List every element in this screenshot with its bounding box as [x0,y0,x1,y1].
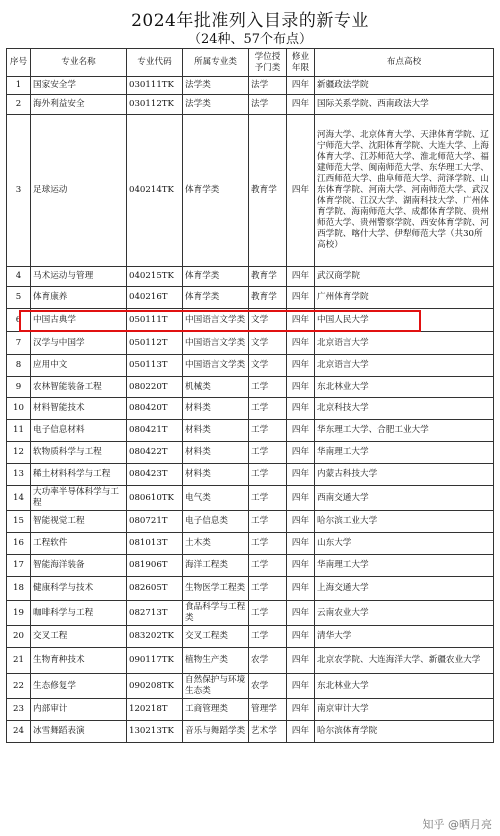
row-major-code: 083202TK [127,626,183,648]
row-universities: 山东大学 [315,533,494,555]
row-major-code: 090117TK [127,648,183,674]
row-duration: 四年 [287,115,315,267]
row-major-code: 080423T [127,464,183,486]
row-index: 9 [7,377,31,398]
row-duration: 四年 [287,355,315,377]
page-title: 2024年批准列入目录的新专业 [131,11,369,31]
row-major-name: 内部审计 [31,699,127,721]
row-category: 法学类 [183,95,249,115]
row-index: 17 [7,555,31,577]
row-category: 中国语言文学类 [183,332,249,355]
row-category: 材料类 [183,420,249,442]
row-duration: 四年 [287,533,315,555]
row-universities: 新疆政法学院 [315,77,494,95]
row-duration: 四年 [287,287,315,309]
row-index: 3 [7,115,31,267]
row-universities: 华南理工大学 [315,442,494,464]
row-degree: 教育学 [249,115,287,267]
row-degree: 工学 [249,511,287,533]
row-category: 体育学类 [183,287,249,309]
row-category: 中国语言文学类 [183,355,249,377]
row-universities: 南京审计大学 [315,699,494,721]
row-major-code: 030111TK [127,77,183,95]
row-universities: 河海大学、北京体育大学、天津体育学院、辽宁师范大学、沈阳体育学院、大连大学、上海体育大学、江苏师范大学、淮北师范大学、福建师范大学、闽南师范大学、东华理工大学、江西师范大学、曲阜师范大学、菏泽学院、山东体育学院、河南大学、河南师范大学、武汉体育学院、江汉大学、湖南科技大学、广州体育学院、海南师范大学、成都体育学院、贵州师范大学、贵州警察学院、西安体育学院、河西学院、喀什大学、伊犁师范大学（共30所高校） [315,115,494,267]
row-major-name: 智能海洋装备 [31,555,127,577]
row-category: 音乐与舞蹈学类 [183,721,249,743]
row-duration: 四年 [287,77,315,95]
row-category: 食品科学与工程类 [183,601,249,626]
row-category: 中国语言文学类 [183,309,249,332]
row-category: 交叉工程类 [183,626,249,648]
row-universities: 华东理工大学、合肥工业大学 [315,420,494,442]
row-universities: 北京农学院、大连海洋大学、新疆农业大学 [315,648,494,674]
row-category: 材料类 [183,464,249,486]
table-row [7,555,494,577]
row-duration: 四年 [287,267,315,287]
row-category: 材料类 [183,398,249,420]
row-degree: 工学 [249,555,287,577]
row-index: 18 [7,577,31,601]
row-category: 土木类 [183,533,249,555]
row-major-code: 080420T [127,398,183,420]
row-universities: 北京语言大学 [315,355,494,377]
table-row [7,332,494,355]
row-duration: 四年 [287,601,315,626]
row-major-name: 足球运动 [31,115,127,267]
row-universities: 西南交通大学 [315,486,494,511]
row-index: 19 [7,601,31,626]
row-degree: 法学 [249,77,287,95]
row-category: 材料类 [183,442,249,464]
row-universities: 上海交通大学 [315,577,494,601]
row-major-code: 130213TK [127,721,183,743]
row-major-code: 090208TK [127,674,183,699]
row-index: 15 [7,511,31,533]
table-row [7,95,494,115]
row-major-name: 生物育种技术 [31,648,127,674]
row-universities: 东北林业大学 [315,377,494,398]
row-degree: 管理学 [249,699,287,721]
row-category: 法学类 [183,77,249,95]
row-major-name: 体育康养 [31,287,127,309]
row-category: 体育学类 [183,267,249,287]
table-row [7,601,494,626]
row-index: 8 [7,355,31,377]
row-duration: 四年 [287,464,315,486]
table-row [7,267,494,287]
table-row [7,115,494,267]
row-duration: 四年 [287,332,315,355]
row-index: 22 [7,674,31,699]
row-duration: 四年 [287,95,315,115]
row-major-code: 040214TK [127,115,183,267]
row-index: 21 [7,648,31,674]
table-row [7,420,494,442]
row-duration: 四年 [287,577,315,601]
row-degree: 文学 [249,332,287,355]
row-degree: 文学 [249,355,287,377]
table-header-row [7,49,494,77]
table-row [7,287,494,309]
table-row [7,398,494,420]
header-major-name: 专业名称 [31,49,127,77]
row-category: 电子信息类 [183,511,249,533]
row-major-code: 080421T [127,420,183,442]
row-category: 生物医学工程类 [183,577,249,601]
row-index: 12 [7,442,31,464]
row-degree: 农学 [249,674,287,699]
row-duration: 四年 [287,398,315,420]
row-duration: 四年 [287,674,315,699]
table-row [7,626,494,648]
row-major-name: 智能视觉工程 [31,511,127,533]
row-major-name: 咖啡科学与工程 [31,601,127,626]
row-degree: 工学 [249,533,287,555]
row-major-code: 040215TK [127,267,183,287]
row-universities: 华南理工大学 [315,555,494,577]
table-row [7,442,494,464]
row-duration: 四年 [287,699,315,721]
row-major-code: 081013T [127,533,183,555]
row-major-name: 冰雪舞蹈表演 [31,721,127,743]
row-universities: 中国人民大学 [315,309,494,332]
table-row [7,533,494,555]
row-major-name: 大功率半导体科学与工程 [31,486,127,511]
row-major-name: 健康科学与技术 [31,577,127,601]
row-major-name: 材料智能技术 [31,398,127,420]
majors-table [6,48,494,743]
row-index: 5 [7,287,31,309]
row-major-name: 稀土材料科学与工程 [31,464,127,486]
row-duration: 四年 [287,721,315,743]
row-degree: 工学 [249,420,287,442]
row-category: 体育学类 [183,115,249,267]
row-duration: 四年 [287,420,315,442]
row-major-name: 应用中文 [31,355,127,377]
row-degree: 工学 [249,577,287,601]
row-index: 20 [7,626,31,648]
row-universities: 清华大学 [315,626,494,648]
table-row [7,721,494,743]
table-row [7,511,494,533]
row-universities: 北京科技大学 [315,398,494,420]
row-degree: 教育学 [249,267,287,287]
table-row [7,577,494,601]
row-major-name: 马术运动与管理 [31,267,127,287]
row-duration: 四年 [287,555,315,577]
row-index: 2 [7,95,31,115]
table-row [7,464,494,486]
row-major-code: 082713T [127,601,183,626]
row-degree: 工学 [249,377,287,398]
table-row [7,486,494,511]
row-duration: 四年 [287,486,315,511]
row-major-code: 080721T [127,511,183,533]
row-major-name: 国家安全学 [31,77,127,95]
row-degree: 工学 [249,626,287,648]
row-major-name: 软物质科学与工程 [31,442,127,464]
row-degree: 文学 [249,309,287,332]
row-major-code: 050111T [127,309,183,332]
row-degree: 工学 [249,486,287,511]
row-degree: 工学 [249,398,287,420]
row-degree: 工学 [249,464,287,486]
row-degree: 法学 [249,95,287,115]
row-index: 16 [7,533,31,555]
row-universities: 武汉商学院 [315,267,494,287]
page-subtitle: （24种、57个布点） [187,32,313,47]
row-major-code: 080220T [127,377,183,398]
row-degree: 工学 [249,442,287,464]
row-category: 机械类 [183,377,249,398]
row-duration: 四年 [287,648,315,674]
row-universities: 哈尔滨体育学院 [315,721,494,743]
row-duration: 四年 [287,309,315,332]
row-degree: 艺术学 [249,721,287,743]
row-major-code: 080610TK [127,486,183,511]
row-index: 11 [7,420,31,442]
row-category: 植物生产类 [183,648,249,674]
row-major-name: 海外利益安全 [31,95,127,115]
row-universities: 云南农业大学 [315,601,494,626]
row-major-name: 汉学与中国学 [31,332,127,355]
row-major-code: 080422T [127,442,183,464]
header-duration: 修业年限 [287,49,315,77]
row-index: 1 [7,77,31,95]
row-duration: 四年 [287,442,315,464]
row-duration: 四年 [287,626,315,648]
watermark: 知乎 @晒月亮 [422,818,492,831]
row-index: 6 [7,309,31,332]
row-degree: 教育学 [249,287,287,309]
row-major-code: 050113T [127,355,183,377]
row-major-name: 农林智能装备工程 [31,377,127,398]
row-major-code: 120218T [127,699,183,721]
row-category: 电气类 [183,486,249,511]
row-universities: 广州体育学院 [315,287,494,309]
row-duration: 四年 [287,377,315,398]
table-row [7,648,494,674]
row-duration: 四年 [287,511,315,533]
header-category: 所属专业类 [183,49,249,77]
row-major-name: 电子信息材料 [31,420,127,442]
header-major-code: 专业代码 [127,49,183,77]
row-major-name: 中国古典学 [31,309,127,332]
row-index: 13 [7,464,31,486]
row-universities: 国际关系学院、西南政法大学 [315,95,494,115]
row-major-code: 082605T [127,577,183,601]
row-major-code: 081906T [127,555,183,577]
row-universities: 北京语言大学 [315,332,494,355]
table-row [7,77,494,95]
row-major-code: 050112T [127,332,183,355]
row-universities: 内蒙古科技大学 [315,464,494,486]
row-major-code: 030112TK [127,95,183,115]
header-universities: 布点高校 [315,49,494,77]
row-index: 7 [7,332,31,355]
row-major-code: 040216T [127,287,183,309]
row-category: 海洋工程类 [183,555,249,577]
table-row [7,377,494,398]
row-major-name: 工程软件 [31,533,127,555]
row-degree: 工学 [249,601,287,626]
row-major-name: 生态修复学 [31,674,127,699]
row-degree: 农学 [249,648,287,674]
row-major-name: 交叉工程 [31,626,127,648]
header-degree: 学位授予门类 [249,49,287,77]
header-index: 序号 [7,49,31,77]
row-category: 自然保护与环境生态类 [183,674,249,699]
row-index: 14 [7,486,31,511]
row-index: 23 [7,699,31,721]
table-row [7,355,494,377]
row-index: 4 [7,267,31,287]
row-universities: 东北林业大学 [315,674,494,699]
row-index: 10 [7,398,31,420]
table-row [7,674,494,699]
table-row [7,699,494,721]
row-universities: 哈尔滨工业大学 [315,511,494,533]
row-index: 24 [7,721,31,743]
table-row [7,309,494,332]
row-category: 工商管理类 [183,699,249,721]
